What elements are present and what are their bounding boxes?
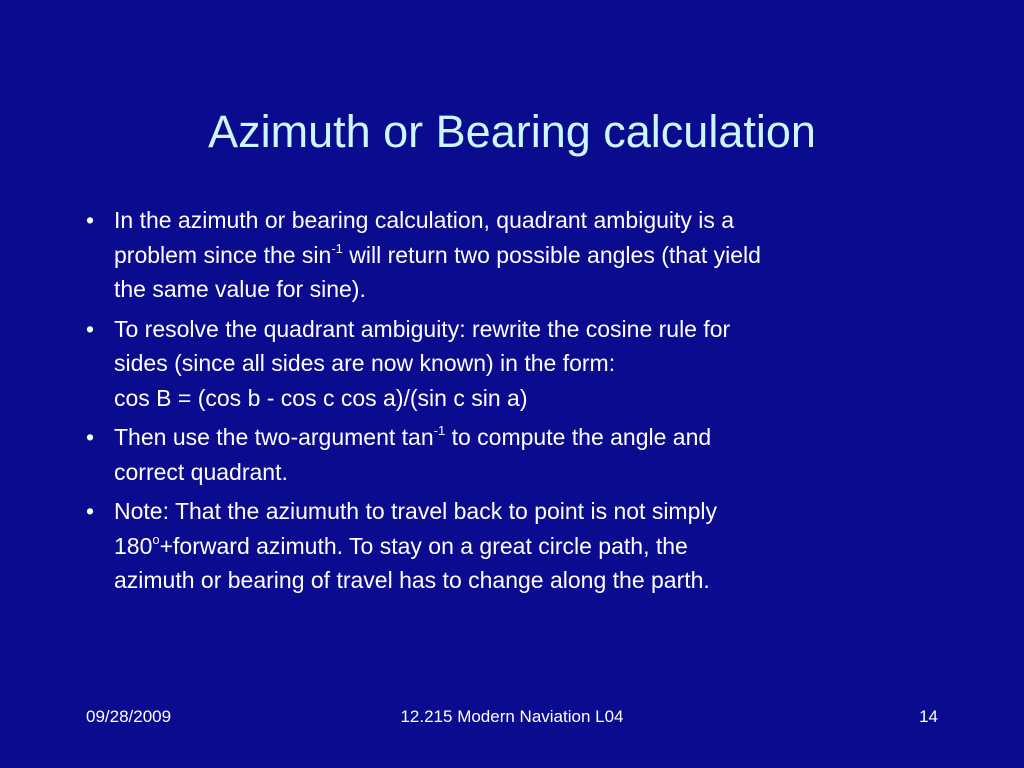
text-segment: 180 [114, 532, 153, 559]
bullet-text-line: sides (since all sides are now known) in the form: [114, 350, 616, 376]
bullet-text-line: To resolve the quadrant ambiguity: rewrite the cosine rule for [114, 315, 731, 342]
superscript: o [152, 531, 160, 547]
text-segment: will return two possible angles (that yield [342, 241, 761, 268]
bullet-list [84, 203, 934, 603]
formula-line: cos B = (cos b - cos c cos a)/(sin c sin a) [114, 384, 528, 411]
footer-date: 09/28/2009 [86, 707, 172, 726]
text-segment: problem since the sin [114, 241, 332, 268]
superscript: -1 [433, 423, 446, 439]
bullet-dot-icon: • [86, 498, 95, 524]
bullet-dot-icon: • [86, 424, 95, 450]
bullet-text-line: In the azimuth or bearing calculation, quadrant ambiguity is a [114, 207, 735, 233]
bullet-item [84, 494, 934, 598]
bullet-item [84, 203, 934, 307]
bullet-dot-icon: • [86, 315, 95, 342]
bullet-dot-icon: • [86, 207, 95, 233]
bullet-text-line: azimuth or bearing of travel has to change along the parth. [114, 567, 710, 593]
bullet-item [84, 420, 934, 489]
bullet-item [84, 312, 934, 416]
superscript: -1 [331, 240, 343, 256]
text-segment: +forward azimuth. To stay on a great circle path, the [159, 532, 688, 559]
bullet-text-line: Note: That the aziumuth to travel back to point is not simply [114, 498, 717, 524]
footer-course-title: 12.215 Modern Naviation L04 [400, 707, 624, 726]
page-number: 14 [919, 707, 938, 726]
bullet-text-line: the same value for sine). [114, 276, 366, 302]
bullet-text-line: correct quadrant. [114, 458, 288, 485]
text-segment: Then use the two-argument tan [114, 424, 434, 450]
text-segment: to compute the angle and [445, 424, 712, 450]
slide-title: Azimuth or Bearing calculation [208, 106, 816, 157]
bullet-text-line [114, 529, 934, 564]
bullet-text-line [114, 238, 934, 273]
bullet-text-line [114, 420, 934, 455]
